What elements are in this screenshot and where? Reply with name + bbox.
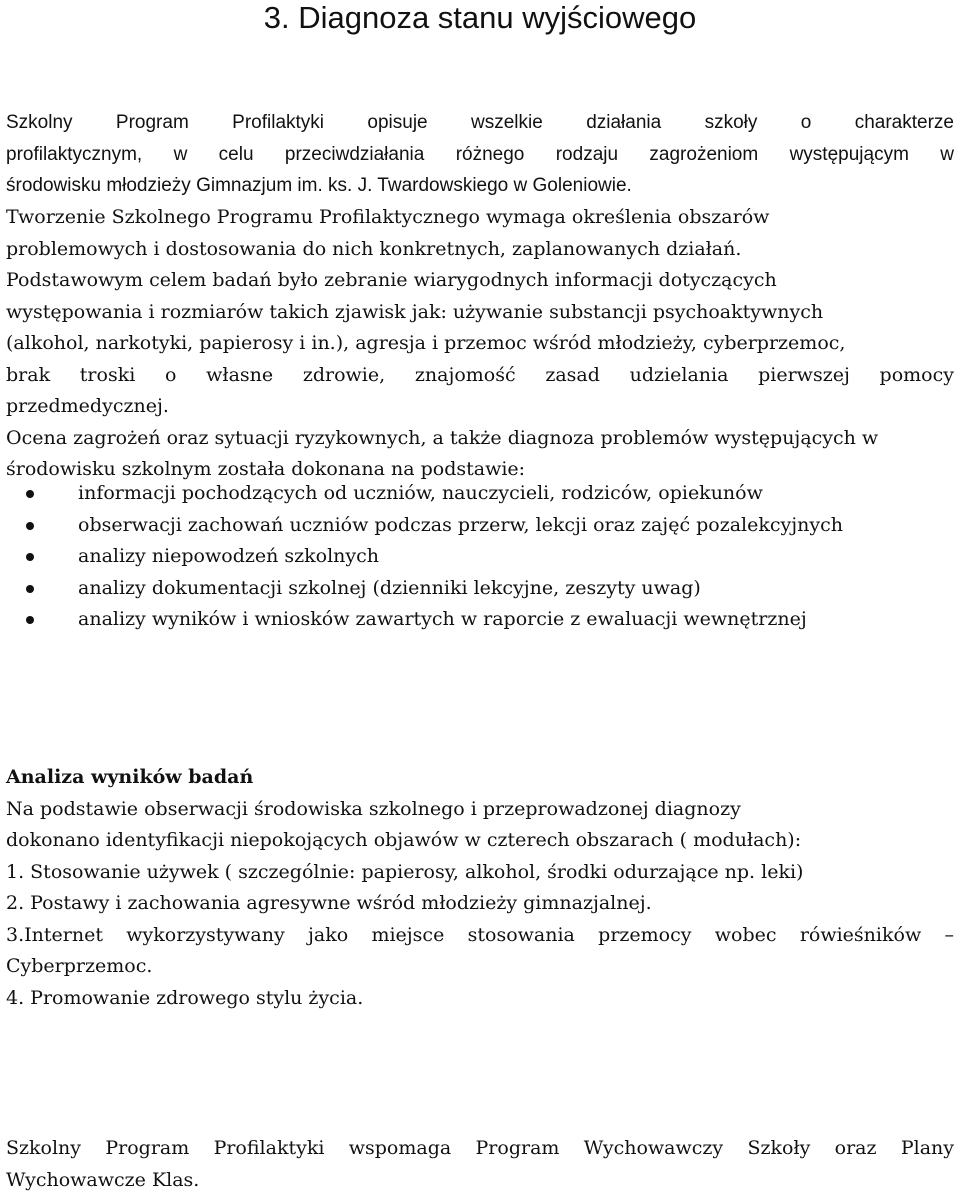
closing-paragraph <box>6 1133 954 1196</box>
list-item <box>6 573 954 605</box>
list-item-text: informacji pochodzących od uczniów, nauczycieli, rodziców, opiekunów <box>78 482 763 504</box>
page-title: 3. Diagnoza stanu wyjściowego <box>263 0 697 35</box>
bullet-icon <box>26 553 34 561</box>
list-item <box>6 510 954 542</box>
text-line: 1. Stosowanie używek ( szczególnie: papierosy, alkohol, środki odurzające np. leki) <box>6 860 804 883</box>
list-item <box>6 541 954 573</box>
text-line: 4. Promowanie zdrowego stylu życia. <box>6 986 364 1009</box>
text-line: Wychowawcze Klas. <box>6 1168 200 1191</box>
text-line: Podstawowym celem badań było zebranie wiarygodnych informacji dotyczących <box>6 269 777 291</box>
text-line: środowisku młodzieży Gimnazjum im. ks. J. Twardowskiego w Goleniowie. <box>6 175 632 196</box>
intro-paragraph <box>6 107 954 202</box>
text-line: Ocena zagrożeń oraz sytuacji ryzykownych, a także diagnoza problemów występujących w <box>6 426 879 449</box>
body-paragraph <box>6 202 954 486</box>
section-heading: Analiza wyników badań <box>6 766 254 788</box>
text-line: środowisku szkolnym została dokonana na podstawie: <box>6 458 526 480</box>
analysis-section <box>6 762 954 1014</box>
text-line: Na podstawie obserwacji środowiska szkolnego i przeprowadzonej diagnozy <box>6 797 741 820</box>
bullet-icon <box>26 490 34 498</box>
text-line: Cyberprzemoc. <box>6 955 153 977</box>
text-line: profilaktycznym, w celu przeciwdziałania różnego rodzaju zagrożeniom występującym w <box>6 143 954 165</box>
list-item-text: analizy niepowodzeń szkolnych <box>78 545 380 567</box>
text-line: (alkohol, narkotyki, papierosy i in.), agresja i przemoc wśród młodzieży, cyberprzemoc, <box>6 332 846 354</box>
list-item-text: obserwacji zachowań uczniów podczas przerw, lekcji oraz zajęć pozalekcyjnych <box>78 513 844 536</box>
text-line: 3.Internet wykorzystywany jako miejsce stosowania przemocy wobec rówieśników – <box>6 923 954 946</box>
bullet-icon <box>26 522 34 530</box>
text-line: Szkolny Program Profilaktyki opisuje wszelkie działania szkoły o charakterze <box>6 112 954 133</box>
bullet-list <box>6 478 954 636</box>
text-line: przedmedycznej. <box>6 395 169 417</box>
text-line: brak troski o własne zdrowie, znajomość zasad udzielania pierwszej pomocy <box>6 363 954 386</box>
list-item-text: analizy wyników i wniosków zawartych w raporcie z ewaluacji wewnętrznej <box>78 608 807 630</box>
text-line: występowania i rozmiarów takich zjawisk jak: używanie substancji psychoaktywnych <box>6 300 824 323</box>
list-item <box>6 478 954 510</box>
list-item <box>6 604 954 636</box>
text-line: 2. Postawy i zachowania agresywne wśród młodzieży gimnazjalnej. <box>6 892 652 914</box>
bullet-icon <box>26 616 34 624</box>
text-line: problemowych i dostosowania do nich konkretnych, zaplanowanych działań. <box>6 237 742 260</box>
list-item-text: analizy dokumentacji szkolnej (dzienniki lekcyjne, zeszyty uwag) <box>78 576 701 599</box>
text-line: Tworzenie Szkolnego Programu Profilaktycznego wymaga określenia obszarów <box>6 206 770 228</box>
text-line: dokonano identyfikacji niepokojących objawów w czterech obszarach ( modułach): <box>6 829 802 851</box>
bullet-icon <box>26 585 34 593</box>
text-line: Szkolny Program Profilaktyki wspomaga Program Wychowawczy Szkoły oraz Plany <box>6 1137 954 1159</box>
